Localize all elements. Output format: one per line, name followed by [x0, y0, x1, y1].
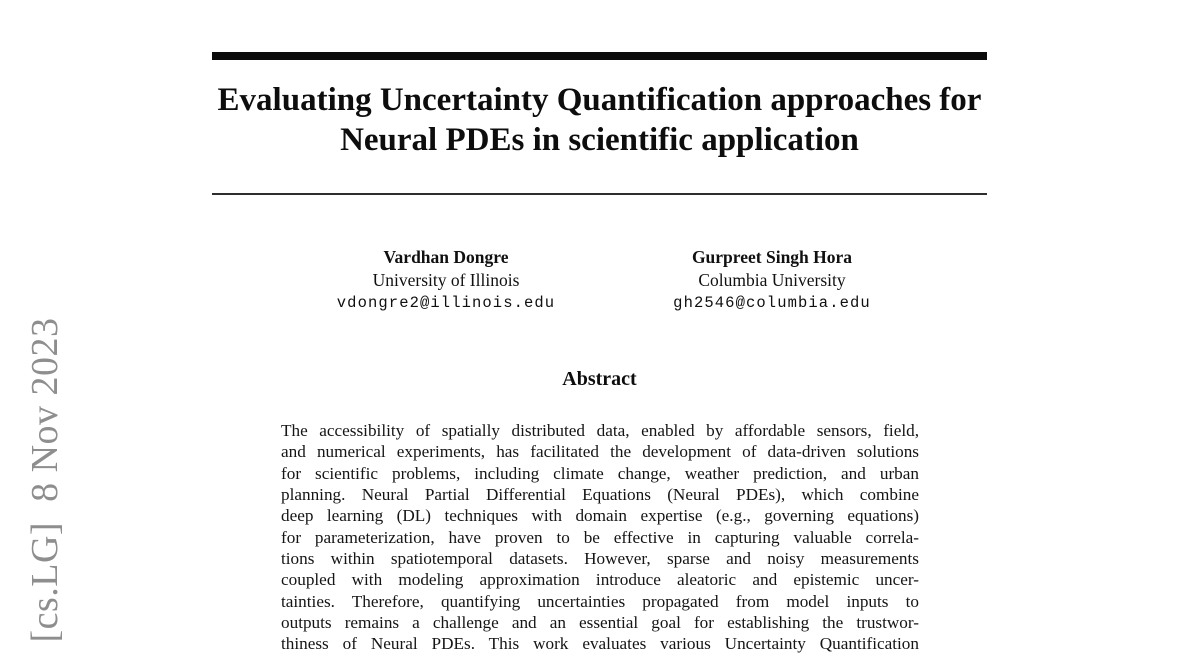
author-block-1 — [337, 246, 555, 315]
top-rule — [212, 52, 987, 60]
abstract-heading: Abstract — [562, 368, 637, 390]
abstract-text — [281, 420, 919, 655]
paper-title-line-1: Evaluating Uncertainty Quantification approaches for — [217, 82, 982, 118]
paper-title-line-2: Neural PDEs in scientific application — [340, 122, 859, 158]
author-name: Gurpreet Singh Hora — [691, 247, 853, 267]
abstract-line: thiness of Neural PDEs. This work evaluates various Uncertainty Quantification — [281, 634, 919, 654]
author-affiliation: University of Illinois — [372, 270, 520, 290]
author-name: Vardhan Dongre — [383, 247, 509, 267]
abstract-line: for parameterization, have proven to be effective in capturing valuable correla- — [281, 527, 919, 547]
arxiv-watermark: [cs.LG] 8 Nov 2023 — [24, 317, 66, 643]
title-divider-rule — [212, 193, 987, 195]
abstract-line: for scientific problems, including climate change, weather prediction, and urban — [281, 463, 919, 483]
abstract-line: planning. Neural Partial Differential Equations (Neural PDEs), which combine — [281, 485, 919, 505]
abstract-line: coupled with modeling approximation introduce aleatoric and epistemic uncer- — [281, 570, 919, 590]
abstract-line: outputs remains a challenge and an essential goal for establishing the trustwor- — [281, 613, 919, 633]
abstract-line: tainties. Therefore, quantifying uncertainties propagated from model inputs to — [281, 591, 919, 611]
abstract-line: tions within spatiotemporal datasets. However, sparse and noisy measurements — [281, 549, 919, 569]
author-email: gh2546@columbia.edu — [673, 294, 871, 312]
author-affiliation: Columbia University — [698, 270, 846, 290]
author-block-2 — [673, 246, 871, 315]
author-email: vdongre2@illinois.edu — [336, 294, 556, 312]
abstract-line: and numerical experiments, has facilitated the development of data-driven solutions — [281, 442, 919, 462]
abstract-line: deep learning (DL) techniques with domain expertise (e.g., governing equations) — [281, 506, 919, 526]
abstract-line: The accessibility of spatially distributed data, enabled by affordable sensors, field, — [281, 421, 919, 440]
paper-title — [212, 80, 987, 160]
